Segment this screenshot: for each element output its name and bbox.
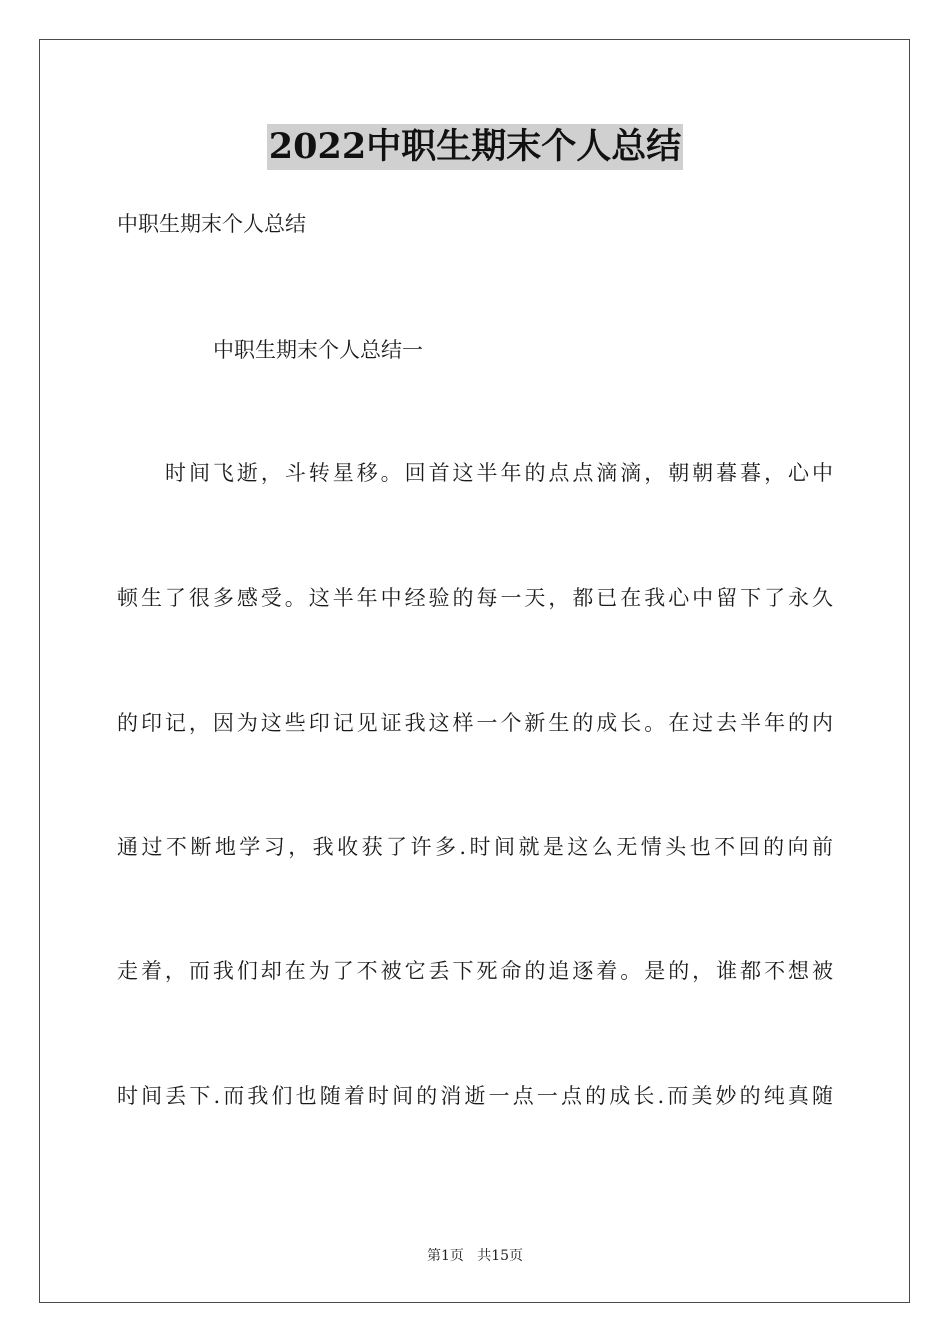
body-line: 通过不断地学习，我收获了许多.时间就是这么无情头也不回的向前	[117, 835, 833, 859]
section-heading: 中职生期末个人总结一	[213, 338, 423, 362]
body-line: 顿生了很多感受。这半年中经验的每一天，都已在我心中留下了永久	[117, 586, 833, 610]
body-line: 的印记，因为这些印记见证我这样一个新生的成长。在过去半年的内	[117, 711, 833, 735]
body-line: 时间丢下.而我们也随着时间的消逝一点一点的成长.而美妙的纯真随	[117, 1084, 833, 1108]
page-footer: 第1页 共15页	[426, 1248, 524, 1264]
body-line: 走着，而我们却在为了不被它丢下死命的追逐着。是的，谁都不想被	[117, 959, 833, 983]
document-title: 2022中职生期末个人总结	[267, 124, 683, 170]
title-container	[0, 124, 950, 170]
document-subtitle: 中职生期末个人总结	[117, 212, 306, 236]
body-line: 时间飞逝，斗转星移。回首这半年的点点滴滴，朝朝暮暮，心中	[165, 461, 833, 485]
